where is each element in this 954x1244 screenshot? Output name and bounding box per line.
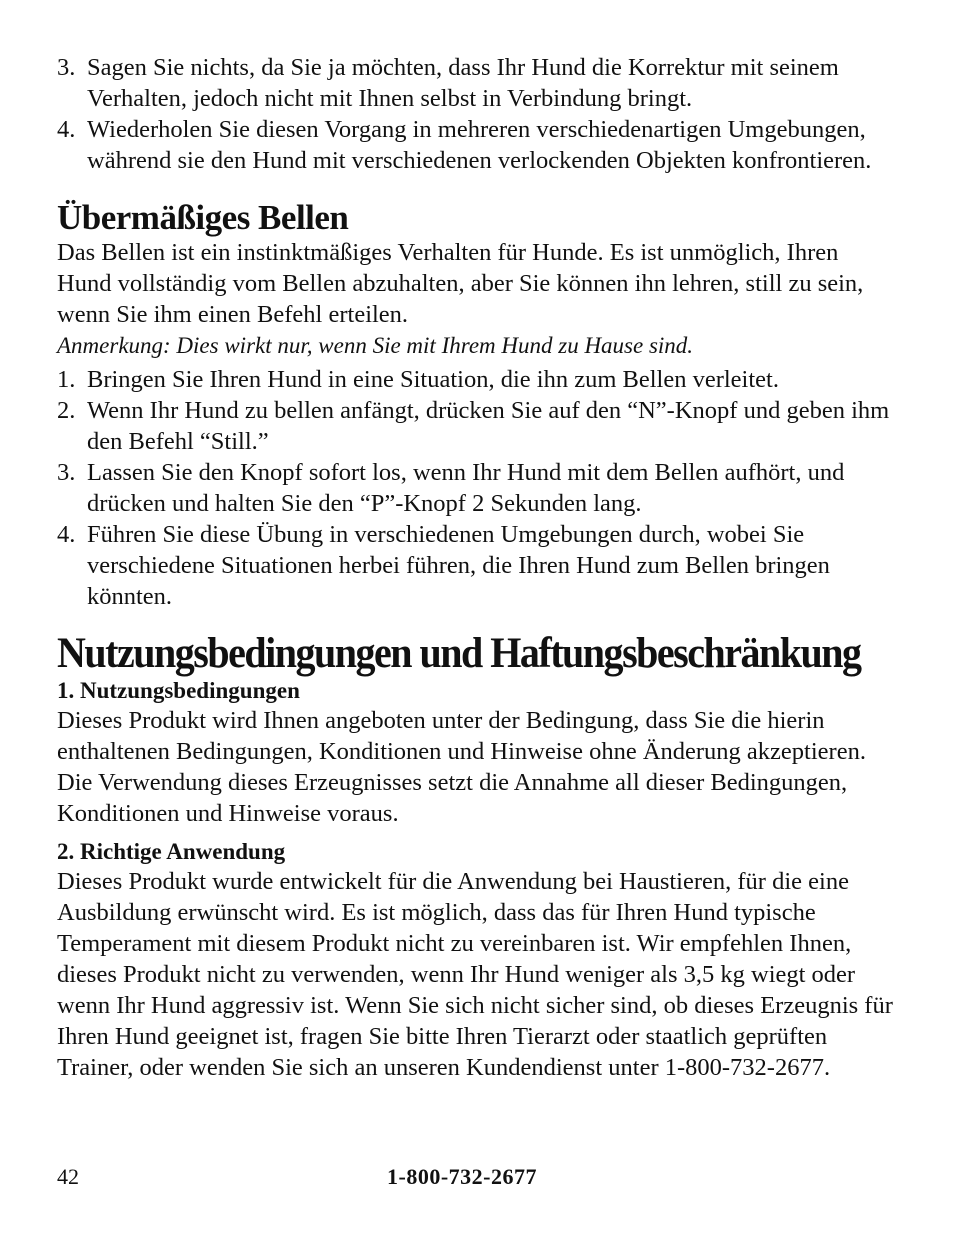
footer-phone: 1-800-732-2677 (387, 1164, 537, 1189)
terms-section-title: 2. Richtige Anwendung (57, 839, 286, 864)
list-item-text: Lassen Sie den Knopf sofort los, wenn Ihr Hund mit dem Bellen aufhört, und drücken und halten Sie den “P”-Knopf 2 Sekunden lang. (87, 459, 845, 517)
terms-section-text: Dieses Produkt wurde entwickelt für die Anwendung bei Haustieren, für die eine Ausbildung erwünscht wird. Es ist möglich, dass das für Ihren Hund typische Temperament mit diesem Produkt nicht zu vereinbaren ist. Wir empfehlen Ihnen, dieses Produkt nicht zu verwenden, wenn Ihr Hund weniger als 3,5 kg wiegt oder wenn Ihr Hund aggressiv ist. Wenn Sie sich nicht sicher sind, ob dieses Erzeugnis für Ihren Hund geeignet ist, fragen Sie bitte Ihren Tierarzt oder staatlich geprüften Trainer, oder wenden Sie sich an unseren Kundendienst unter 1-800-732-2677. (57, 868, 893, 1081)
list-item-text: Sagen Sie nichts, da Sie ja möchten, dass Ihr Hund die Korrektur mit seinem Verhalten, jedoch nicht mit Ihnen selbst in Verbindung bringt. (87, 54, 839, 112)
list-item (57, 364, 897, 395)
terms-section-text: Dieses Produkt wird Ihnen angeboten unter der Bedingung, dass Sie die hierin enthaltenen Bedingungen, Konditionen und Hinweise ohne Änderung akzeptieren. Die Verwendung dieses Erzeugnisses setzt die Annahme all dieser Bedingungen, Konditionen und Hinweise voraus. (57, 707, 866, 827)
list-item-number: 3. (57, 54, 76, 81)
list-item (57, 114, 897, 176)
list-item (57, 52, 897, 114)
list-item-text: Führen Sie diese Übung in verschiedenen Umgebungen durch, wobei Sie verschiedene Situationen herbei führen, die Ihren Hund zum Bellen bringen könnten. (87, 521, 830, 610)
barking-paragraph: Das Bellen ist ein instinktmäßiges Verhalten für Hunde. Es ist unmöglich, Ihren Hund vollständig vom Bellen abzuhalten, aber Sie können ihn lehren, still zu sein, wenn Sie ihm einen Befehl erteilen. (57, 239, 864, 328)
list-item-text: Wiederholen Sie diesen Vorgang in mehreren verschiedenartigen Umgebungen, während sie den Hund mit verschiedenen verlockenden Objekten konfrontieren. (87, 116, 872, 174)
list-item (57, 457, 897, 519)
page-number: 42 (57, 1164, 79, 1189)
barking-heading: Übermäßiges Bellen (57, 198, 349, 237)
barking-steps (57, 364, 897, 612)
terms-heading: Nutzungsbedingungen und Haftungsbeschränkung (57, 630, 861, 677)
list-item (57, 519, 897, 612)
terms-section-title: 1. Nutzungsbedingungen (57, 678, 300, 703)
list-item-text: Wenn Ihr Hund zu bellen anfängt, drücken Sie auf den “N”-Knopf und geben ihm den Befehl “Still.” (87, 397, 890, 455)
intro-list (57, 52, 897, 176)
section-spacer (57, 829, 897, 837)
list-item-number: 3. (57, 459, 76, 486)
list-item-number: 2. (57, 397, 76, 424)
list-item-number: 4. (57, 521, 76, 548)
list-item (57, 395, 897, 457)
list-item-number: 1. (57, 366, 76, 393)
list-item-number: 4. (57, 116, 76, 143)
barking-note: Anmerkung: Dies wirkt nur, wenn Sie mit Ihrem Hund zu Hause sind. (57, 333, 694, 358)
document-page (57, 52, 897, 1083)
list-item-text: Bringen Sie Ihren Hund in eine Situation, die ihn zum Bellen verleitet. (87, 366, 779, 393)
